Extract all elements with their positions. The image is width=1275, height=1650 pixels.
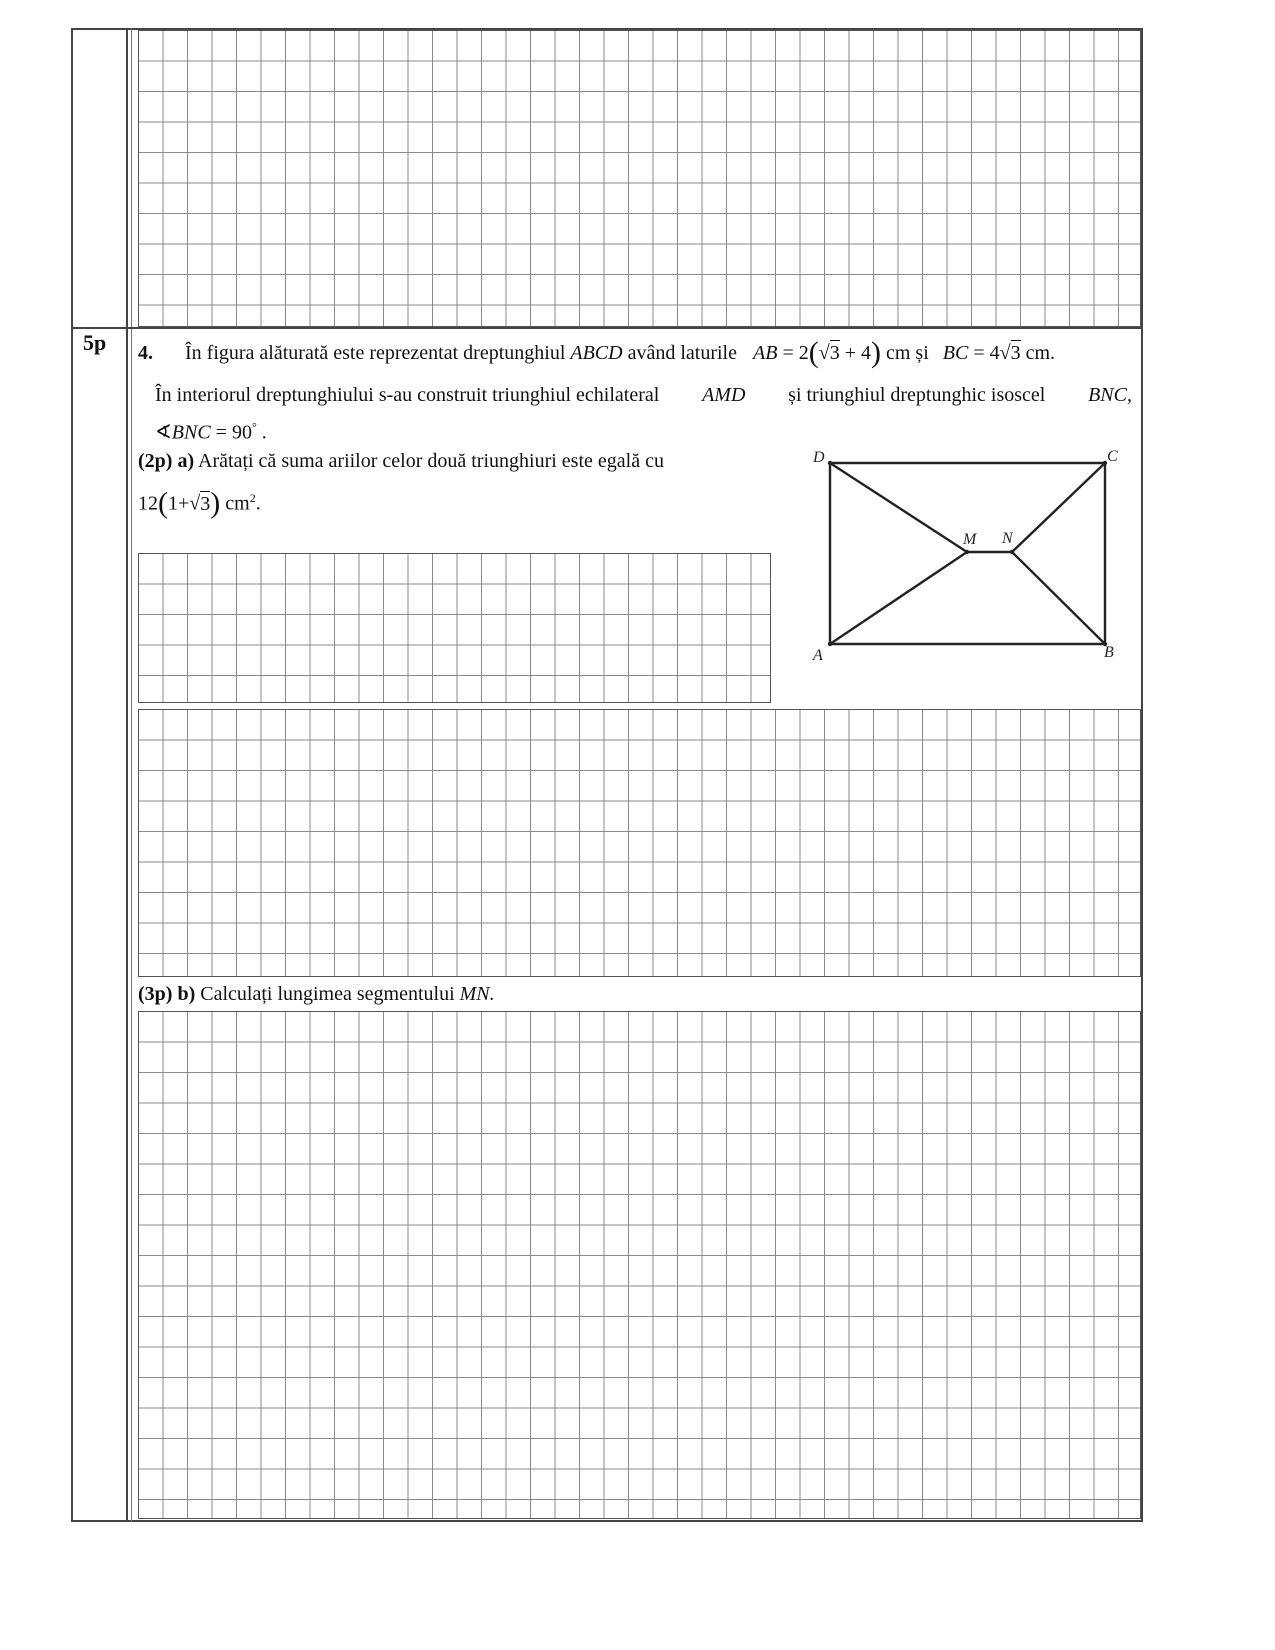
statement-part2: și triunghiul dreptunghic isoscel: [788, 384, 1046, 406]
expr-coef: 12: [138, 492, 158, 515]
angle-end: .: [261, 421, 267, 444]
label-c: C: [1107, 448, 1118, 465]
ab-open-paren: (: [808, 336, 819, 369]
expr-root: 3: [200, 492, 211, 515]
segment-dm: [830, 463, 967, 552]
segment-am: [830, 552, 967, 644]
part-a-statement: [138, 446, 664, 476]
label-m: M: [963, 531, 977, 548]
problem-statement-line2: [155, 380, 1132, 410]
segment-mn-label: MN.: [459, 983, 495, 1005]
part-b-letter: b): [177, 983, 196, 1005]
segment-cn: [1012, 463, 1105, 552]
problem-statement-line1: [138, 338, 1055, 368]
sqrt-icon: √: [999, 342, 1011, 364]
expr-unit: cm: [225, 492, 250, 515]
bc-eq: = 4: [973, 342, 1000, 364]
triangle-amd: AMD: [702, 384, 746, 406]
expr-open-paren: (: [158, 486, 168, 520]
grid-part-a-large[interactable]: [138, 709, 1141, 977]
rect-name: ABCD: [570, 342, 623, 364]
problem-number: 4.: [138, 342, 153, 364]
degree-icon: °: [251, 420, 257, 434]
ab-plus: + 4: [844, 342, 871, 364]
problem-separator: [71, 327, 1143, 329]
angle-condition: [155, 412, 267, 448]
sqrt-icon: √: [189, 492, 201, 515]
part-a-points: (2p): [138, 450, 173, 472]
unit-and: cm și: [885, 342, 929, 364]
point-d: [828, 461, 832, 465]
expr-end: .: [255, 492, 261, 515]
part-b-points: (3p): [138, 983, 173, 1005]
angle-name: BNC: [171, 421, 211, 444]
angle-icon: ∢: [155, 421, 172, 444]
grid-previous-answer[interactable]: [138, 30, 1141, 327]
part-a-text: Arătați că suma ariilor celor două triunghiuri este egală cu: [198, 450, 664, 472]
part-b-statement: [138, 979, 495, 1009]
ab-eq: = 2: [782, 342, 809, 364]
expr-exp: 2: [249, 491, 256, 505]
sqrt-icon: √: [818, 342, 830, 364]
part-b-text: Calculați lungimea segmentului: [200, 983, 455, 1005]
statement-part1: În interiorul dreptunghiului s-au construit triunghiul echilateral: [155, 384, 660, 406]
ab-label: AB: [753, 342, 778, 364]
unit-end: cm.: [1025, 342, 1056, 364]
statement-intro: În figura alăturată este reprezentat dreptunghiul: [185, 342, 566, 364]
label-a: A: [813, 647, 823, 664]
grid-part-b[interactable]: [138, 1011, 1141, 1519]
expr-one: 1: [168, 492, 178, 515]
rectangle-figure: [800, 440, 1140, 670]
point-m: [965, 550, 969, 554]
triangle-bnc: BNC,: [1088, 384, 1132, 406]
label-d: D: [813, 449, 825, 466]
bc-label: BC: [942, 342, 969, 364]
bc-root: 3: [1010, 342, 1021, 364]
ab-root: 3: [829, 342, 840, 364]
angle-value: = 90: [215, 421, 252, 444]
point-n: [1010, 550, 1014, 554]
label-b: B: [1104, 644, 1114, 661]
score-column-divider-inner: [131, 28, 132, 1522]
segment-bn: [1012, 552, 1105, 644]
ab-close-paren: ): [870, 336, 881, 369]
statement-having-sides: având laturile: [627, 342, 737, 364]
part-a-expression: [138, 483, 261, 519]
label-n: N: [1002, 530, 1013, 547]
point-a: [828, 642, 832, 646]
part-a-letter: a): [177, 450, 195, 472]
grid-part-a-small[interactable]: [138, 553, 771, 703]
score-column-divider: [126, 28, 128, 1522]
expr-close-paren: ): [210, 486, 221, 520]
problem-score: 5p: [83, 330, 107, 355]
expr-plus: +: [178, 492, 190, 515]
